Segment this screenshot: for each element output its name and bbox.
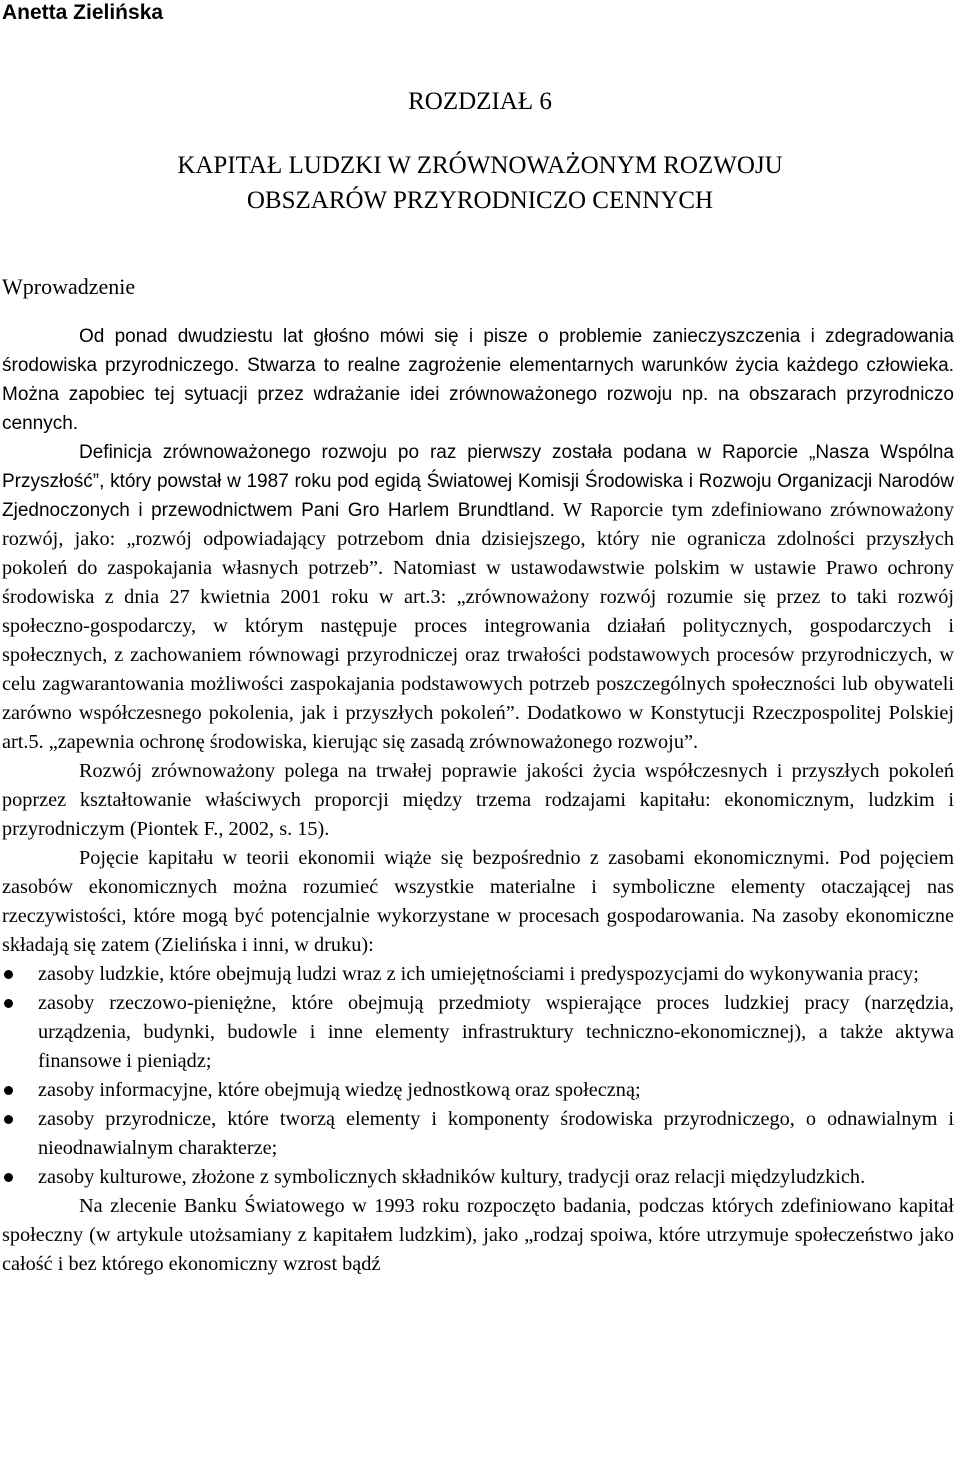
list-item (2, 1105, 954, 1163)
list-item-text: zasoby rzeczowo-pieniężne, które obejmują przedmioty wspierające proces ludzkiej pracy (narzędzia, urządzenia, budynki, budowle i inne elementy infrastruktury techniczno-ekonomicznej), a także aktywa finansowe i pieniądz; (38, 992, 954, 1072)
author-name: Anetta Zielińska (2, 1, 164, 24)
list-item-text: zasoby przyrodnicze, które tworzą elementy i komponenty środowiska przyrodniczego, o odnawialnym i nieodnawialnym charakterze; (38, 1108, 954, 1159)
bullet-icon (4, 999, 13, 1008)
section-heading: Wprowadzenie (2, 274, 136, 299)
chapter-title (0, 148, 960, 218)
paragraph-intro: Od ponad dwudziestu lat głośno mówi się i pisze o problemie zanieczyszczenia i zdegradowania środowiska przyrodniczego. Stwarza to realne zagrożenie elementarnych warunków życia każdego człowieka. Można zapobiec tej sytuacji przez wdrażanie idei zrównoważonego rozwoju np. na obszarach przyrodniczo cennych. (2, 326, 954, 434)
list-item-text: zasoby informacyjne, które obejmują wiedzę jednostkową oraz społeczną; (38, 1079, 641, 1101)
list-item (2, 960, 954, 989)
paragraph-definition-part-1: Definicja zrównoważonego rozwoju po raz pierwszy została podana w Raporcie „Nasza Wspólna Przyszłość”, który powstał w 1987 roku pod egidą Światowej Komisji Środowiska i Rozwoju Organizacji Narodów Zjednoczonych i przewodnictwem Pani Gro Harlem Brundtland. (2, 442, 954, 521)
paragraph-definition (2, 438, 954, 757)
paragraph-world-bank: Na zlecenie Banku Światowego w 1993 roku rozpoczęto badania, podczas których zdefiniowano kapitał społeczny (w artykule utożsamiany z kapitałem ludzkim), jako „rodzaj spoiwa, które utrzymuje społeczeństwo jako całość i bez którego ekonomiczny wzrost bądź (2, 1195, 954, 1275)
list-item (2, 989, 954, 1076)
list-item (2, 1163, 954, 1192)
chapter-title-line-1: KAPITAŁ LUDZKI W ZRÓWNOWAŻONYM ROZWOJU (177, 152, 783, 179)
list-item-text: zasoby ludzkie, które obejmują ludzi wraz z ich umiejętnościami i predyspozycjami do wykonywania pracy; (38, 963, 919, 985)
chapter-label: ROZDZIAŁ 6 (408, 88, 552, 115)
paragraph-sustainable: Rozwój zrównoważony polega na trwałej poprawie jakości życia współczesnych i przyszłych pokoleń poprzez kształtowanie właściwych proporcji między trzema rodzajami kapitału: ekonomicznym, ludzkim i przyrodniczym (Piontek F., 2002, s. 15). (2, 760, 954, 840)
resources-list (2, 960, 954, 1192)
bullet-icon (4, 1115, 13, 1124)
paragraph-capital: Pojęcie kapitału w teorii ekonomii wiąże się bezpośrednio z zasobami ekonomicznymi. Pod pojęciem zasobów ekonomicznych można rozumieć wszystkie materialne i symboliczne elementy otaczającej nas rzeczywistości, które mogą być potencjalnie wykorzystane w procesach gospodarowania. Na zasoby ekonomiczne składają się zatem (Zielińska i inni, w druku): (2, 847, 954, 956)
bullet-icon (4, 1086, 13, 1095)
list-item-text: zasoby kulturowe, złożone z symbolicznych składników kultury, tradycji oraz relacji międzyludzkich. (38, 1166, 866, 1188)
list-item (2, 1076, 954, 1105)
body-text (2, 322, 954, 1279)
bullet-icon (4, 1173, 13, 1182)
paragraph-definition-part-2: W Raporcie tym zdefiniowano zrównoważony rozwój, jako: „rozwój odpowiadający potrzebom dnia dzisiejszego, który nie ogranicza zdolności przyszłych pokoleń do zaspokajania własnych potrzeb”. Natomiast w ustawodawstwie polskim w ustawie Prawo ochrony środowiska z dnia 27 kwietnia 2001 roku w art.3: „zrównoważony rozwój rozumie się przez to taki rozwój społeczno-gospodarczy, w którym następuje proces integrowania działań politycznych, gospodarczych i społecznych, z zachowaniem równowagi przyrodniczej oraz trwałości podstawowych procesów przyrodniczych, w celu zagwarantowania możliwości zaspokajania podstawowych potrzeb poszczególnych społeczności lub obywateli zarówno współczesnego pokolenia, jak i przyszłych pokoleń”. Dodatkowo w Konstytucji Rzeczpospolitej Polskiej art.5. „zapewnia ochronę środowiska, kierując się zasadą zrównoważonego rozwoju”. (2, 499, 954, 753)
bullet-icon (4, 970, 13, 979)
chapter-title-line-2: OBSZARÓW PRZYRODNICZO CENNYCH (246, 187, 714, 214)
